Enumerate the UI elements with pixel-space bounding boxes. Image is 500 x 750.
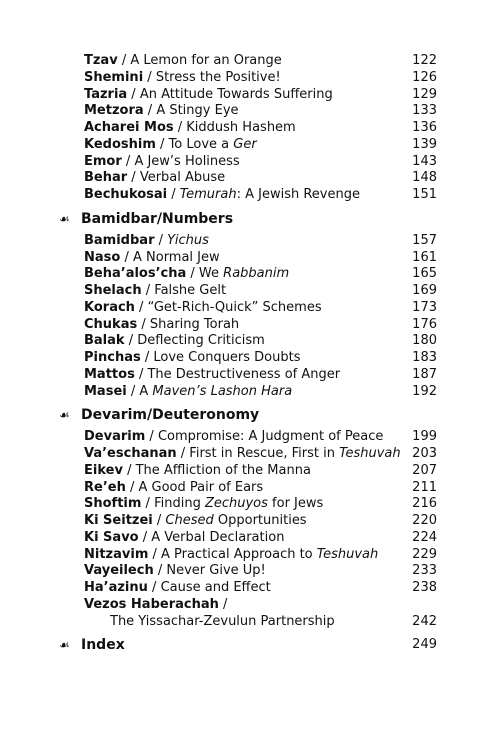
entry-text: Ki Savo / A Verbal Declaration	[84, 529, 285, 545]
page-number: 242	[412, 613, 437, 629]
page-number: 161	[412, 249, 437, 265]
parsha-name: Shoftim	[84, 496, 142, 512]
parsha-name: Eikev	[84, 462, 123, 478]
page-number: 173	[412, 299, 437, 315]
toc-entry[interactable]	[84, 265, 437, 282]
entry-text: Bamidbar / Yichus	[84, 232, 209, 248]
entry-text: Metzora / A Stingy Eye	[84, 103, 239, 119]
page-number: 136	[412, 120, 437, 135]
page-number: 203	[412, 446, 437, 461]
page-number: 139	[412, 136, 437, 152]
entry-text: Vayeilech / Never Give Up!	[84, 563, 266, 579]
page-number: 180	[412, 333, 437, 349]
parsha-name: Ki Savo	[84, 529, 139, 545]
entry-text: Ha’azinu / Cause and Effect	[84, 580, 271, 595]
fleuron-icon: ☙	[59, 211, 70, 226]
page-number: 157	[412, 232, 437, 248]
parsha-name: Shemini	[84, 69, 144, 85]
parsha-name: Ha’azinu	[84, 580, 148, 595]
parsha-name: Tazria	[84, 86, 128, 102]
parsha-name: Beha’alos’cha	[84, 266, 187, 282]
toc-entry[interactable]	[84, 349, 437, 366]
page-number: 133	[412, 103, 437, 119]
toc-entry[interactable]	[84, 479, 437, 496]
parsha-name: Ki Seitzei	[84, 513, 153, 528]
page-number: 192	[412, 383, 437, 399]
parsha-name: Acharei Mos	[84, 120, 174, 135]
page-number: 211	[412, 479, 437, 495]
toc-entry[interactable]	[84, 69, 437, 86]
page-number: 238	[412, 580, 437, 595]
page-number: 122	[412, 53, 437, 68]
parsha-name: Metzora	[84, 103, 144, 119]
page-number: 187	[412, 366, 437, 382]
toc-entry[interactable]	[84, 282, 437, 299]
toc-entry[interactable]	[84, 119, 437, 136]
page-number: 183	[412, 350, 437, 365]
toc-entry[interactable]	[84, 579, 437, 596]
toc-entry[interactable]	[84, 562, 437, 579]
toc-entry[interactable]	[84, 136, 437, 153]
title-italic: Zechuyos	[204, 496, 268, 512]
entry-text: Emor / A Jew’s Holiness	[84, 153, 240, 169]
parsha-name: Pinchas	[84, 350, 141, 365]
page-number: 249	[412, 637, 437, 653]
toc-entry[interactable]	[84, 102, 437, 119]
entry-text: Vezos Haberachah /	[84, 596, 228, 612]
entry-text: Korach / “Get-Rich-Quick” Schemes	[84, 299, 322, 315]
entry-text: Acharei Mos / Kiddush Hashem	[84, 120, 296, 135]
toc-entry[interactable]	[84, 86, 437, 103]
entry-text: Re’eh / A Good Pair of Ears	[84, 479, 264, 495]
title-italic: Chesed	[165, 513, 214, 528]
toc-entry[interactable]	[84, 445, 437, 462]
toc-entry[interactable]	[84, 332, 437, 349]
title-italic: Temurah	[179, 187, 237, 202]
entry-text: Behar / Verbal Abuse	[84, 170, 226, 186]
title-italic: Ger	[233, 136, 257, 152]
title-italic: Teshuvah	[316, 546, 379, 562]
page-number: 199	[412, 429, 437, 445]
title-italic: Teshuvah	[339, 446, 401, 461]
parsha-name: Chukas	[84, 316, 138, 332]
section-title: Index	[81, 637, 125, 654]
entry-text: Devarim / Compromise: A Judgment of Peace	[84, 429, 384, 445]
toc-entry[interactable]	[110, 613, 437, 630]
parsha-name: Balak	[84, 333, 125, 349]
entry-text: Bechukosai / Temurah: A Jewish Revenge	[84, 187, 360, 202]
page-number: 176	[412, 316, 437, 332]
page-number: 216	[412, 496, 437, 512]
entry-text: Chukas / Sharing Torah	[84, 316, 240, 332]
entry-text: Shemini / Stress the Positive!	[84, 69, 281, 85]
entry-text: Ki Seitzei / Chesed Opportunities	[84, 513, 307, 528]
parsha-name: Shelach	[84, 283, 142, 298]
section-title: Devarim/Deuteronomy	[81, 407, 260, 424]
parsha-name: Va’eschanan	[84, 446, 177, 461]
parsha-name: Kedoshim	[84, 136, 156, 152]
title-italic: Rabbanim	[223, 266, 290, 282]
parsha-name: Tzav	[84, 53, 118, 68]
entry-text: Balak / Deflecting Criticism	[84, 333, 265, 349]
title-italic: Maven’s Lashon Hara	[152, 383, 293, 399]
toc-entry[interactable]	[84, 383, 437, 400]
toc-entry[interactable]	[84, 153, 437, 170]
page-number: 151	[412, 187, 437, 202]
parsha-name: Vezos Haberachah	[84, 596, 219, 612]
entry-text: Pinchas / Love Conquers Doubts	[84, 350, 301, 365]
parsha-name: Re’eh	[84, 479, 126, 495]
parsha-name: Emor	[84, 153, 122, 169]
page-number: 224	[412, 529, 437, 545]
parsha-name: Vayeilech	[84, 563, 154, 579]
page-number: 229	[412, 546, 437, 562]
section-heading	[59, 405, 437, 425]
page-number: 126	[412, 69, 437, 85]
toc-entry[interactable]	[84, 249, 437, 266]
page-number: 129	[412, 86, 437, 102]
fleuron-icon: ☙	[59, 408, 70, 423]
fleuron-icon: ☙	[59, 638, 70, 653]
toc-entry[interactable]	[84, 316, 437, 333]
entry-text: The Yissachar-Zevulun Partnership	[110, 613, 335, 629]
toc-entry[interactable]	[84, 546, 437, 563]
section-title: Bamidbar/Numbers	[81, 210, 234, 227]
section-heading	[59, 635, 437, 655]
toc-entry[interactable]	[84, 529, 437, 546]
toc-entry[interactable]	[84, 169, 437, 186]
parsha-name: Korach	[84, 299, 135, 315]
entry-text: Beha’alos’cha / We Rabbanim	[84, 266, 290, 282]
page-number: 148	[412, 170, 437, 186]
entry-text: Nitzavim / A Practical Approach to Teshuvah	[84, 546, 379, 562]
page-number: 233	[412, 563, 437, 579]
toc-entry[interactable]	[84, 299, 437, 316]
parsha-name: Mattos	[84, 366, 135, 382]
entry-text: Shoftim / Finding Zechuyos for Jews	[84, 496, 324, 512]
parsha-name: Bamidbar	[84, 232, 155, 248]
entry-text: Kedoshim / To Love a Ger	[84, 136, 257, 152]
toc-entry[interactable]	[84, 52, 437, 69]
parsha-name: Naso	[84, 249, 121, 265]
parsha-name: Devarim	[84, 429, 146, 445]
parsha-name: Masei	[84, 383, 127, 399]
toc-entry[interactable]	[84, 366, 437, 383]
toc-entry[interactable]	[84, 428, 437, 445]
parsha-name: Nitzavim	[84, 546, 149, 562]
toc-entry[interactable]	[84, 462, 437, 479]
entry-text: Masei / A Maven’s Lashon Hara	[84, 383, 293, 399]
toc-entry[interactable]	[84, 495, 437, 512]
parsha-name: Behar	[84, 170, 128, 186]
page-number: 165	[412, 266, 437, 282]
title-italic: Yichus	[167, 232, 209, 248]
section-heading	[59, 209, 437, 229]
entry-text: Mattos / The Destructiveness of Anger	[84, 366, 341, 382]
entry-text: Tzav / A Lemon for an Orange	[84, 53, 282, 68]
page-number: 143	[412, 153, 437, 169]
page-number: 207	[412, 462, 437, 478]
entry-text: Eikev / The Affliction of the Manna	[84, 462, 311, 478]
parsha-name: Bechukosai	[84, 187, 168, 202]
toc-entry[interactable]	[84, 186, 437, 203]
entry-text: Tazria / An Attitude Towards Suffering	[84, 86, 333, 102]
toc-entry[interactable]	[84, 512, 437, 529]
entry-text: Naso / A Normal Jew	[84, 249, 220, 265]
entry-text: Va’eschanan / First in Rescue, First in Teshuvah	[84, 446, 401, 461]
entry-text: Shelach / Falshe Gelt	[84, 283, 227, 298]
toc-entry[interactable]	[84, 232, 437, 249]
page-number: 220	[412, 513, 437, 528]
toc-entry[interactable]	[84, 596, 437, 613]
page-number: 169	[412, 283, 437, 298]
